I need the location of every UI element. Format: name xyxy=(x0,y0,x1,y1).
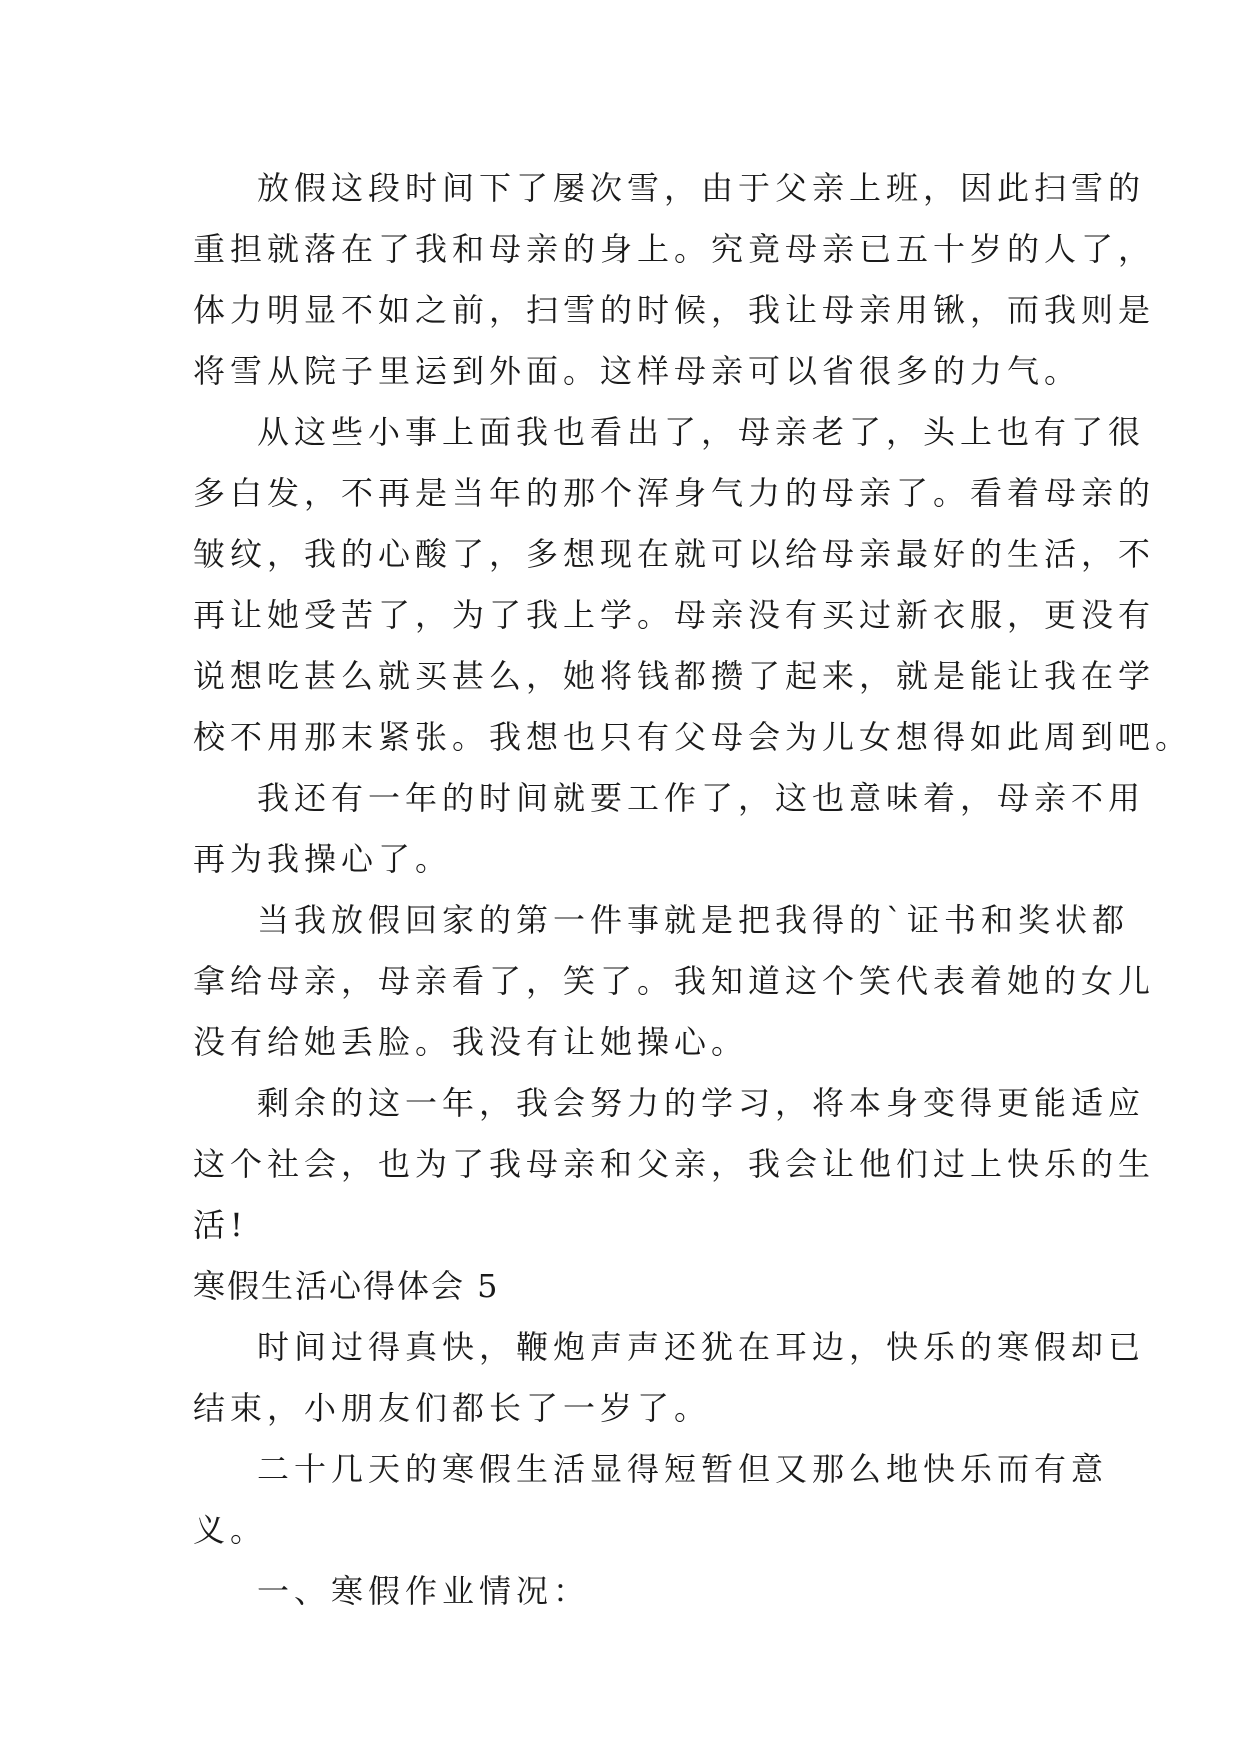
section-heading: 寒假生活心得体会 5 xyxy=(193,1267,500,1305)
paragraph-line: 说想吃甚么就买甚么，她将钱都攒了起来，就是能让我在学 xyxy=(193,657,1156,695)
paragraph-line: 时间过得真快，鞭炮声声还犹在耳边，快乐的寒假却已 xyxy=(257,1328,1146,1366)
paragraph-line: 校不用那末紧张。我想也只有父母会为儿女想得如此周到吧。 xyxy=(193,718,1193,756)
paragraph-line: 义。 xyxy=(193,1511,268,1549)
paragraph-line: 我还有一年的时间就要工作了，这也意味着，母亲不用 xyxy=(257,779,1146,817)
paragraph-line: 当我放假回家的第一件事就是把我得的`证书和奖状都 xyxy=(257,901,1130,939)
paragraph-line: 结束，小朋友们都长了一岁了。 xyxy=(193,1389,712,1427)
paragraph-line: 再为我操心了。 xyxy=(193,840,453,878)
subsection-heading: 一、寒假作业情况： xyxy=(257,1572,591,1610)
paragraph-line: 剩余的这一年，我会努力的学习，将本身变得更能适应 xyxy=(257,1084,1146,1122)
paragraph-line: 将雪从院子里运到外面。这样母亲可以省很多的力气。 xyxy=(193,352,1082,390)
paragraph-line: 放假这段时间下了屡次雪，由于父亲上班，因此扫雪的 xyxy=(257,169,1146,207)
paragraph-line: 体力明显不如之前，扫雪的时候，我让母亲用锹，而我则是 xyxy=(193,291,1156,329)
paragraph-line: 从这些小事上面我也看出了，母亲老了，头上也有了很 xyxy=(257,413,1146,451)
paragraph-line: 二十几天的寒假生活显得短暂但又那么地快乐而有意 xyxy=(257,1450,1109,1488)
paragraph-line: 再让她受苦了，为了我上学。母亲没有买过新衣服，更没有 xyxy=(193,596,1156,634)
paragraph-line: 活! xyxy=(193,1206,248,1244)
paragraph-line: 皱纹，我的心酸了，多想现在就可以给母亲最好的生活，不 xyxy=(193,535,1156,573)
paragraph-line: 没有给她丢脸。我没有让她操心。 xyxy=(193,1023,749,1061)
document-body xyxy=(193,158,1193,1622)
paragraph-line: 拿给母亲，母亲看了，笑了。我知道这个笑代表着她的女儿 xyxy=(193,962,1156,1000)
paragraph-line: 多白发，不再是当年的那个浑身气力的母亲了。看着母亲的 xyxy=(193,474,1156,512)
paragraph-line: 这个社会，也为了我母亲和父亲，我会让他们过上快乐的生 xyxy=(193,1145,1156,1183)
paragraph-line: 重担就落在了我和母亲的身上。究竟母亲已五十岁的人了， xyxy=(193,230,1156,268)
